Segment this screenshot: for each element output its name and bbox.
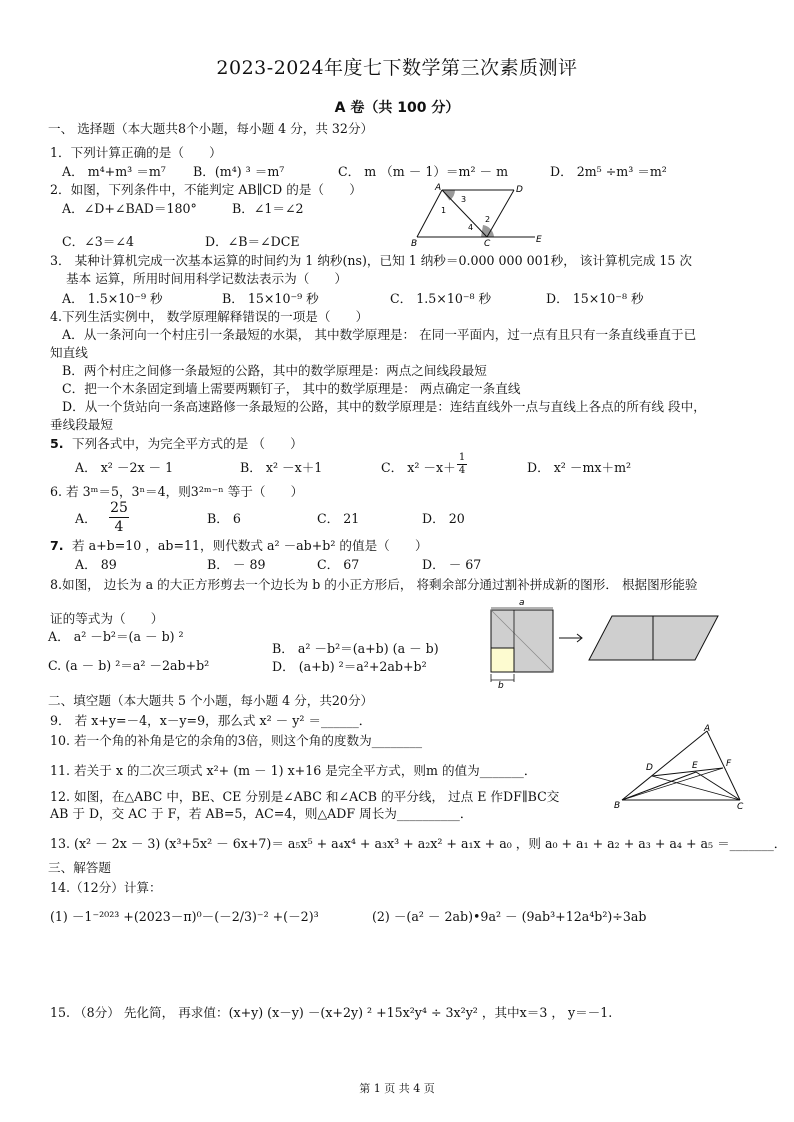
q4-option-c: C．把一个木条固定到墙上需要两颗钉子， 其中的数学原理是： 两点确定一条直线 [62,381,521,396]
q12-label-b: B [614,801,621,811]
q12-stem-line1: 12. 如图，在△ABC 中，BE、CE 分别是∠ABC 和∠ACB 的平分线， 过点 E 作DF∥BC交 [50,789,560,804]
q2-angle-4: 4 [468,223,474,232]
q2-option-a: A．∠D+∠BAD＝180° [62,201,197,216]
q8-option-a: A． a² －b²＝(a － b) ² [48,629,184,644]
q6-stem: 6. 若 3ᵐ＝5，3ⁿ＝4，则3²ᵐ⁻ⁿ 等于（ ） [50,484,304,499]
q6-fraction-numerator: 25 [110,500,128,516]
q8-option-d: D． (a+b) ²＝a²+2ab+b² [272,659,427,674]
q7-option-b: B． － 89 [207,557,266,572]
page-footer: 第 1 页 共 4 页 [359,1082,435,1095]
q13-text: 13. (x² － 2x － 3) (x³+5x² － 6x+7)＝ a₅x⁵ + a₄x⁴ + a₃x³ + a₂x² + a₁x + a₀ ，则 a₀ + a₁ + a₂ + a₃ + a₄ + a₅ ＝_______． [50,836,787,851]
q9-text: 9． 若 x+y=－4，x－y=9，那么式 x² － y² ＝______． [50,713,372,728]
q6-option-b: B． 6 [207,511,241,526]
q5-number: 5. [50,436,64,451]
q3-option-c: C． 1.5×10⁻⁸ 秒 [390,291,492,306]
q2-stem: 2．如图，下列条件中，不能判定 AB∥CD 的是（ ） [50,182,362,197]
q2-label-e: E [536,235,542,245]
q7-option-c: C． 67 [317,557,360,572]
q4-option-a-line2: 知直线 [50,345,88,360]
q1-option-b: B．(m⁴) ³ ＝m⁷ [193,164,285,179]
q6-option-c: C． 21 [317,511,360,526]
q3-stem-line1: 3． 某种计算机完成一次基本运算的时间约为 1 纳秒(ns)，已知 1 纳秒＝0.000 000 001秒， 该计算机完成 15 次 [50,253,692,268]
q10-text: 10. 若一个角的补角是它的余角的3倍，则这个角的度数为________ [50,733,423,748]
page-title: 2023-2024年度七下数学第三次素质测评 [216,57,578,79]
section-1-heading: 一、 选择题（本大题共8个小题，每小题 4 分，共 32分） [48,121,374,136]
q5-option-c: C． x² －x＋ [381,460,456,475]
q2-label-c: C [484,239,491,249]
q4-option-a-line1: A．从一条河向一个村庄引一条最短的水渠， 其中数学原理是： 在同一平面内，过一点有且只有一条直线垂直于已 [62,327,697,342]
q2-angle-3: 3 [461,195,467,204]
q12-stem-line2: AB 于 D，交 AC 于 F，若 AB=5，AC=4，则△ADF 周长为__________． [50,806,473,821]
q6-fraction-denominator: 4 [114,519,124,535]
q5-option-c-fraction [457,452,467,477]
q6-option-d: D． 20 [422,511,465,526]
q14-part-2: (2) －(a² － 2ab)•9a² － (9ab³+12a⁴b²)÷3ab [372,909,647,924]
q5-fraction-denominator: 4 [458,465,466,476]
page-subtitle: A 卷（共 100 分） [334,100,460,116]
q2-parallelogram-figure [405,180,555,250]
q14-part-1: (1) －1⁻²⁰²³ +(2023－π)⁰－(－2/3)⁻² +(－2)³ [50,909,319,924]
q2-option-d: D．∠B＝∠DCE [205,234,300,249]
q7-option-d: D． － 67 [422,557,482,572]
q1-option-a: A． m⁴+m³ ＝m⁷ [62,164,166,179]
q8-square-figure [485,596,725,688]
q12-label-d: D [646,763,653,773]
q5-option-a: A． x² －2x － 1 [75,460,174,475]
q1-option-d: D． 2m⁵ ÷m³ ＝m² [550,164,667,179]
q2-angle-1: 1 [441,206,447,215]
q12-label-a: A [704,724,711,734]
q3-stem-line2: 基本 运算，所用时间用科学记数法表示为（ ） [66,271,348,286]
section-2-heading: 二、填空题（本大题共 5 个小题，每小题 4 分，共20分） [48,693,374,708]
q5-stem: 下列各式中，为完全平方式的是 （ ） [72,436,303,451]
q5-option-b: B． x² －x＋1 [240,460,323,475]
q5-option-d: D． x² －mx＋m² [527,460,632,475]
q4-stem: 4.下列生活实例中， 数学原理解释错误的一项是（ ） [50,309,369,324]
q2-option-b: B．∠1＝∠2 [232,201,304,216]
q2-label-d: D [516,185,523,195]
q8-stem-line2: 证的等式为（ ） [50,611,164,626]
q2-option-c: C．∠3＝∠4 [62,234,134,249]
q3-option-d: D． 15×10⁻⁸ 秒 [546,291,644,306]
q12-triangle-figure [612,722,747,812]
q14-stem: 14.（12分）计算： [50,880,162,895]
q11-text: 11. 若关于 x 的二次三项式 x²+ (m － 1) x+16 是完全平方式，则m 的值为_______． [50,763,537,778]
q6-option-a-label: A． [75,511,97,526]
q8-label-a: a [519,598,525,608]
q15-text: 15. （8分） 先化简， 再求值：(x+y) (x－y) －(x+2y) ² +15x²y⁴ ÷ 3x²y² ，其中x＝3 ， y＝－1. [50,1005,613,1020]
q12-label-f: F [726,759,732,769]
q8-option-c: C. (a － b) ²＝a² －2ab+b² [48,658,210,673]
q7-option-a: A． 89 [75,557,117,572]
q4-option-b: B．两个村庄之间修一条最短的公路，其中的数学原理是：两点之间线段最短 [62,363,487,378]
q12-label-e: E [692,761,698,771]
q4-option-d-line1: D．从一个货站向一条高速路修一条最短的公路，其中的数学原理是：连结直线外一点与直线上各点的所有线 段中， [62,399,706,414]
q3-option-a: A． 1.5×10⁻⁹ 秒 [62,291,163,306]
q7-number: 7. [50,538,64,553]
q8-label-b: b [498,681,504,688]
q4-option-d-line2: 垂线段最短 [50,417,113,432]
q5-fraction-numerator: 1 [458,452,466,463]
q3-option-b: B． 15×10⁻⁹ 秒 [222,291,319,306]
q1-option-c: C． m （m － 1）＝m² － m [338,164,509,179]
q12-label-c: C [737,802,744,812]
q8-option-b: B． a² －b²＝(a+b) (a － b) [272,641,439,656]
q2-label-a: A [435,183,442,193]
q2-label-b: B [411,239,418,249]
q1-stem: 1．下列计算正确的是（ ） [50,145,222,160]
q6-option-a-fraction [109,499,129,536]
q8-stem-line1: 8.如图， 边长为 a 的大正方形剪去一个边长为 b 的小正方形后， 将剩余部分通过割补拼成新的图形． 根据图形能验 [50,577,698,592]
q2-angle-2: 2 [485,215,491,224]
q7-stem: 若 a+b=10 ，ab=11，则代数式 a² －ab+b² 的值是（ ） [72,538,428,553]
section-3-heading: 三、解答题 [48,860,111,875]
